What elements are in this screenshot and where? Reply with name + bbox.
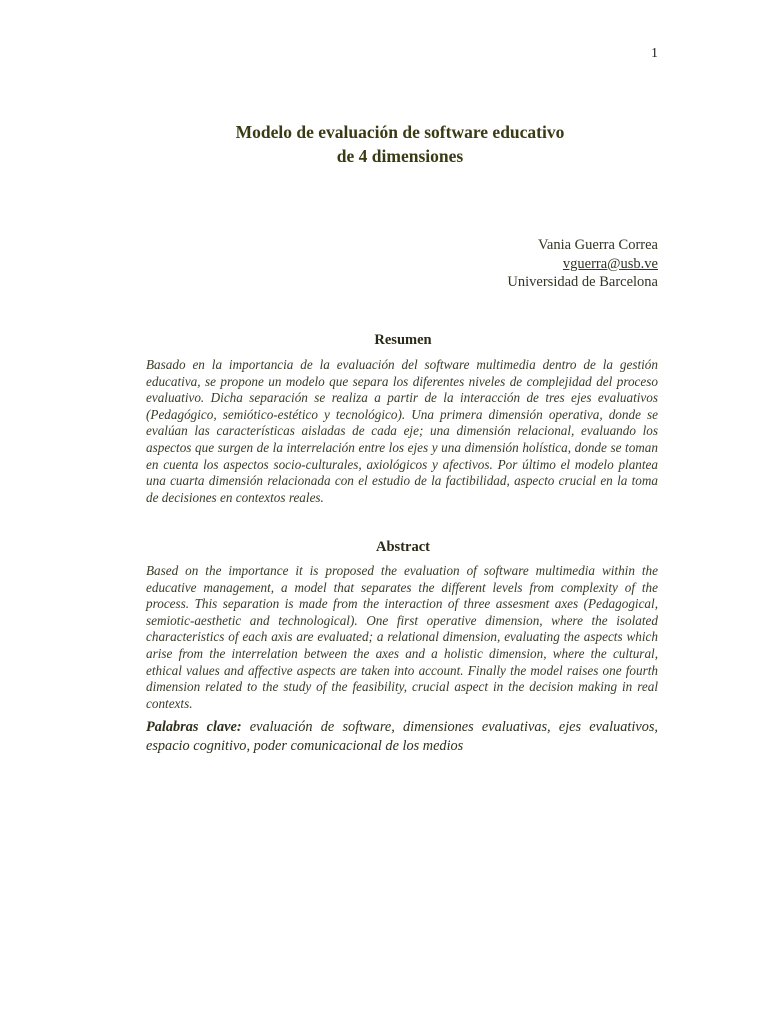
author-block	[507, 236, 658, 292]
title-line-1: Modelo de evaluación de software educativo	[235, 122, 565, 142]
author-affiliation: Universidad de Barcelona	[507, 274, 658, 290]
page-number: 1	[651, 46, 658, 61]
paper-title	[0, 120, 768, 168]
abstract-heading: Abstract	[376, 539, 430, 555]
resumen-heading: Resumen	[374, 332, 432, 348]
keywords-paragraph	[146, 718, 658, 756]
author-email-link[interactable]: vguerra@usb.ve	[562, 255, 658, 272]
resumen-text: Basado en la importancia de la evaluación del software multimedia dentro de la gestión educativa, se propone un modelo que separa los diferentes niveles de complejidad del proceso evaluativo. Dicha separación se realiza a partir de la interacción de tres ejes evaluativos (Pedagógico, semiótico-estético y tecnológico). Una primera dimensión operativa, donde se evalúan las características aisladas de cada eje; una dimensión relacional, evaluando los aspectos que surgen de la interrelación entre los ejes y una dimensión holística, donde se toman en cuenta los aspectos socio-culturales, axiológicos y afectivos. Por último el modelo plantea una cuarta dimensión relacionada con el estudio de la factibilidad, aspecto crucial en la toma de decisiones en contextos reales.	[146, 357, 658, 505]
title-line-2: de 4 dimensiones	[336, 146, 464, 166]
abstract-text: Based on the importance it is proposed the evaluation of software multimedia within the educative management, a model that separates the different levels from complexity of the process. This separation is made from the interaction of three assesment axes (Pedagogical, semiotic-aesthetic and technological). One first operative dimension, where the isolated characteristics of each axis are evaluated; a relational dimension, evaluating the aspects which arise from the interrelation between the axes and a holistic dimension, where the cultural, ethical values and affective aspects are taken into account. Finally the model raises one fourth dimension related to the study of the feasibility, crucial aspect in the decision making in real contexts.	[146, 563, 658, 711]
keywords-label: Palabras clave:	[146, 719, 242, 735]
author-name: Vania Guerra Correa	[538, 237, 658, 253]
keywords-text: evaluación de software, dimensiones evaluativas, ejes evaluativos, espacio cognitivo, poder comunicacional de los medios	[146, 719, 658, 754]
